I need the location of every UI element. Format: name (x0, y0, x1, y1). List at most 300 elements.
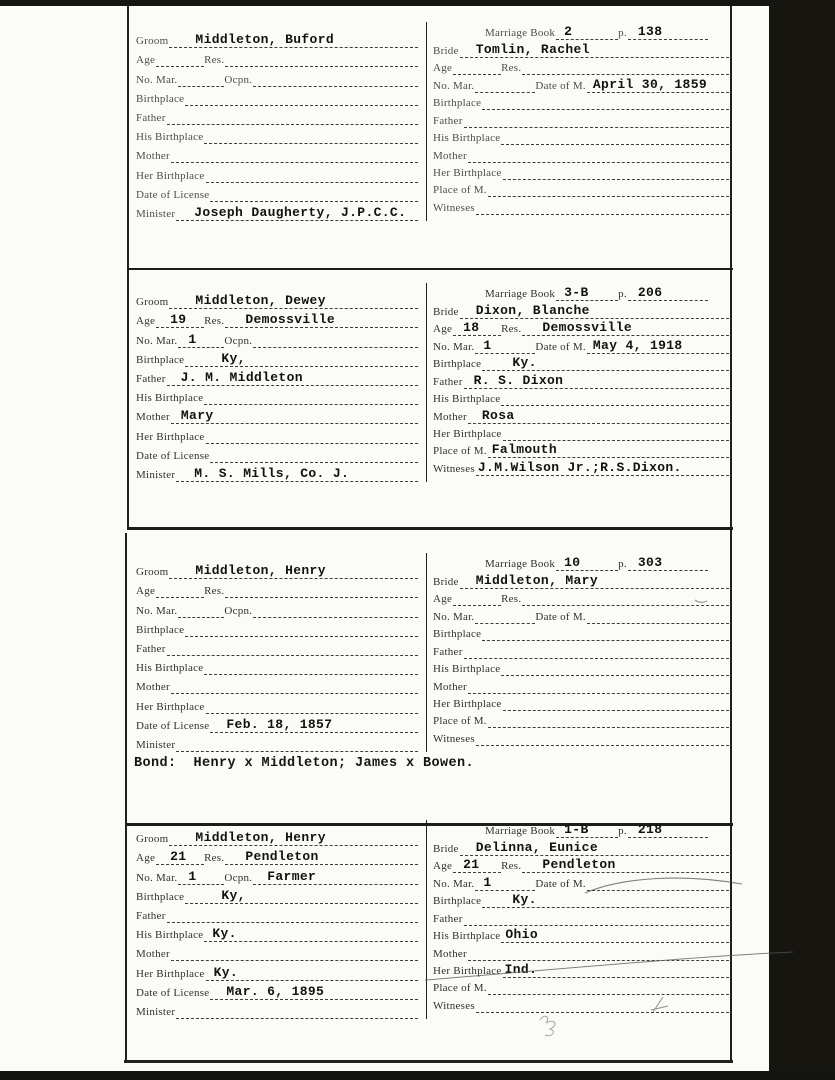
field-value: 1-B (564, 822, 589, 838)
field-line (460, 839, 729, 856)
bride-column (427, 820, 731, 1019)
field-value: J.M.Wilson Jr.;R.S.Dixon. (477, 459, 682, 475)
groom-minister-row (136, 202, 418, 221)
field-line (556, 557, 618, 571)
field-line (468, 407, 729, 424)
field-label: Her Birthplace (433, 166, 502, 179)
field-label: Father (433, 375, 463, 388)
field-line (475, 79, 535, 93)
field-label: Her Birthplace (136, 430, 205, 443)
groom-age-res-row (136, 579, 418, 598)
groom-nomar-ocpn-row (136, 67, 418, 86)
bride-age-res-row (433, 856, 729, 873)
field-line (176, 465, 418, 482)
bride-place-of-m-row (433, 180, 729, 197)
bride-nomar-dateofm-row (433, 75, 729, 92)
field-line (476, 732, 729, 746)
field-value: April 30, 1859 (592, 76, 708, 92)
field-label: Res. (501, 323, 522, 336)
field-line (468, 947, 729, 961)
field-label: Res. (501, 593, 522, 606)
field-label: Birthplace (136, 353, 185, 366)
film-top-edge (0, 0, 780, 6)
field-line (628, 287, 708, 301)
marriage-book-row (433, 284, 729, 301)
field-value: 21 (463, 857, 480, 873)
field-line (178, 73, 224, 87)
field-line (501, 662, 729, 676)
field-line (176, 1005, 418, 1019)
field-label: Witneses (433, 201, 475, 214)
field-line (503, 427, 729, 441)
field-label: Groom (136, 833, 169, 846)
field-label: Date of License (136, 449, 210, 462)
marriage-record-card (130, 553, 731, 771)
field-line (156, 314, 204, 328)
field-label: Her Birthplace (136, 169, 205, 182)
field-line (501, 392, 729, 406)
field-line (556, 26, 618, 40)
groom-mother-row (136, 675, 418, 694)
field-line (460, 302, 729, 319)
groom-date-of-license-row (136, 183, 418, 202)
field-label: Age (433, 593, 453, 606)
field-value: Falmouth (491, 442, 557, 458)
field-line (453, 61, 501, 75)
field-line (210, 716, 418, 733)
field-line (176, 738, 418, 752)
field-value: Joseph Daugherty, J.P.C.C. (194, 204, 407, 220)
groom-minister-row (136, 733, 418, 752)
field-label: Birthplace (136, 890, 185, 903)
bride-father-row (433, 908, 729, 925)
field-label: Age (136, 315, 156, 328)
field-label: Mother (136, 411, 170, 424)
groom-nomar-ocpn-row (136, 598, 418, 617)
bride-mother-row (433, 943, 729, 960)
field-line (171, 410, 418, 424)
field-label: p. (618, 558, 627, 571)
field-label: His Birthplace (433, 930, 501, 943)
field-line (501, 131, 729, 145)
field-label: His Birthplace (433, 132, 501, 145)
field-value: Middleton, Henry (195, 830, 326, 846)
field-line (501, 929, 729, 943)
field-label: Her Birthplace (136, 967, 205, 980)
field-value: Ky. (212, 926, 237, 942)
field-label: Birthplace (433, 628, 482, 641)
field-label: Age (136, 852, 156, 865)
field-line (185, 887, 418, 904)
field-label: Age (433, 323, 453, 336)
field-label: Date of License (136, 719, 210, 732)
groom-mother-row (136, 405, 418, 424)
field-label: Minister (136, 207, 176, 220)
groom-column (130, 283, 427, 482)
marriage-book-row (433, 821, 729, 838)
field-line (225, 314, 418, 328)
field-value: 1 (483, 874, 492, 890)
field-label: Res. (204, 852, 225, 865)
field-label: Mother (433, 410, 467, 423)
field-line (171, 149, 418, 163)
field-line (156, 584, 204, 598)
page-bottom-rule (124, 1060, 733, 1063)
bride-witnesses-row (433, 728, 729, 745)
groom-his-birthplace-row (136, 656, 418, 675)
field-line (225, 584, 418, 598)
field-line (204, 928, 418, 942)
field-label: Her Birthplace (433, 697, 502, 710)
field-label: Res. (204, 315, 225, 328)
field-value: Ky, (221, 887, 246, 903)
field-value: 138 (637, 24, 663, 40)
field-line (460, 572, 729, 589)
field-value: Mary (180, 408, 214, 424)
bride-his-birthplace-row (433, 128, 729, 145)
field-line (206, 964, 418, 981)
field-label: Groom (136, 566, 169, 579)
groom-date-of-license-row (136, 444, 418, 463)
field-label: No. Mar. (136, 334, 178, 347)
field-label: Mother (136, 150, 170, 163)
record-separator (127, 527, 733, 530)
field-label: Father (136, 111, 166, 124)
groom-date-of-license-row (136, 981, 418, 1000)
field-value: Ky. (213, 964, 239, 980)
bride-his-birthplace-row (433, 926, 729, 943)
field-line (225, 851, 418, 865)
field-line (178, 604, 224, 618)
field-line (556, 824, 618, 838)
bride-nomar-dateofm-row (433, 873, 729, 890)
field-label: His Birthplace (433, 393, 501, 406)
field-label: Groom (136, 296, 169, 309)
field-value: Pendleton (542, 857, 616, 873)
field-value: Ky, (221, 350, 246, 366)
field-label: Mother (136, 948, 170, 961)
card-columns (130, 283, 731, 482)
record-separator (127, 268, 733, 270)
field-label: Minister (136, 468, 176, 481)
field-label: Marriage Book (485, 27, 556, 40)
marriage-record-card (130, 283, 731, 482)
field-label: Place of M. (433, 184, 487, 197)
groom-birthplace-row (136, 885, 418, 904)
bride-mother-row (433, 676, 729, 693)
field-line (210, 449, 418, 463)
groom-nomar-ocpn-row (136, 328, 418, 347)
bride-age-res-row (433, 319, 729, 336)
field-label: Mother (433, 947, 467, 960)
field-line (176, 204, 418, 221)
groom-mother-row (136, 144, 418, 163)
groom-column (130, 553, 427, 752)
field-line (482, 357, 729, 371)
field-value: 218 (637, 822, 663, 838)
field-label: Ocpn. (224, 73, 253, 86)
bride-age-res-row (433, 58, 729, 75)
field-label: Her Birthplace (433, 964, 502, 977)
field-line (522, 859, 729, 873)
bride-his-birthplace-row (433, 389, 729, 406)
bride-column (427, 22, 731, 221)
bride-place-of-m-row (433, 711, 729, 728)
field-line (167, 369, 418, 386)
bride-father-row (433, 371, 729, 388)
bride-nomar-dateofm-row (433, 606, 729, 623)
field-label: His Birthplace (136, 392, 204, 405)
field-line (210, 983, 418, 1000)
groom-nomar-ocpn-row (136, 865, 418, 884)
field-label: Date of M. (535, 877, 586, 890)
field-label: Father (433, 114, 463, 127)
field-label: Mother (433, 149, 467, 162)
field-line (167, 111, 418, 125)
field-value: Middleton, Mary (475, 572, 598, 588)
groom-date-of-license-row (136, 714, 418, 733)
field-label: Date of License (136, 986, 210, 999)
bride-name-row (433, 301, 729, 318)
field-line (453, 592, 501, 606)
field-line (206, 169, 418, 183)
field-line (468, 149, 729, 163)
groom-her-birthplace-row (136, 961, 418, 980)
bride-place-of-m-row (433, 978, 729, 995)
field-line (253, 73, 418, 87)
field-label: His Birthplace (136, 662, 204, 675)
field-label: Birthplace (136, 92, 185, 105)
field-line (171, 947, 418, 961)
field-label: Bride (433, 842, 459, 855)
field-line (178, 868, 224, 885)
field-value: 1 (188, 331, 197, 347)
bride-birthplace-row (433, 624, 729, 641)
field-line (587, 76, 729, 93)
field-line (253, 868, 418, 885)
field-value: 1 (188, 868, 197, 884)
field-line (169, 565, 418, 579)
field-label: Age (433, 62, 453, 75)
field-label: Father (136, 909, 166, 922)
bride-age-res-row (433, 589, 729, 606)
field-label: Ocpn. (224, 871, 253, 884)
field-label: Minister (136, 738, 176, 751)
field-line (156, 851, 204, 865)
bride-her-birthplace-row (433, 694, 729, 711)
field-line (185, 623, 418, 637)
field-value: May 4, 1918 (592, 337, 683, 353)
field-line (522, 322, 729, 336)
groom-her-birthplace-row (136, 424, 418, 443)
field-label: His Birthplace (136, 929, 204, 942)
field-label: Date of License (136, 188, 210, 201)
field-label: Father (136, 642, 166, 655)
field-line (475, 337, 535, 354)
field-value: 10 (564, 555, 581, 571)
bride-mother-row (433, 145, 729, 162)
field-line (169, 295, 418, 309)
groom-his-birthplace-row (136, 125, 418, 144)
field-label: Minister (136, 1005, 176, 1018)
groom-name-row (136, 827, 418, 846)
field-label: Groom (136, 35, 169, 48)
field-value: Middleton, Dewey (195, 293, 326, 309)
field-line (475, 874, 535, 891)
field-label: Ocpn. (224, 604, 253, 617)
bride-mother-row (433, 406, 729, 423)
field-value: Mar. 6, 1895 (226, 983, 325, 999)
field-line (169, 34, 418, 48)
field-value: Dixon, Blanche (475, 302, 590, 318)
field-label: Res. (501, 860, 522, 873)
bride-her-birthplace-row (433, 424, 729, 441)
field-value: 21 (170, 849, 187, 865)
groom-his-birthplace-row (136, 923, 418, 942)
field-value: Rosa (481, 407, 515, 423)
field-value: Ky. (512, 355, 537, 371)
field-label: Father (433, 645, 463, 658)
field-label: No. Mar. (433, 877, 475, 890)
field-line (464, 114, 729, 128)
bride-birthplace-row (433, 93, 729, 110)
field-value: Middleton, Buford (195, 32, 334, 48)
field-line (503, 697, 729, 711)
field-line (468, 680, 729, 694)
bride-nomar-dateofm-row (433, 336, 729, 353)
field-label: No. Mar. (136, 73, 178, 86)
field-label: Place of M. (433, 982, 487, 995)
groom-name-row (136, 29, 418, 48)
field-line (475, 610, 535, 624)
groom-column (130, 22, 427, 221)
field-value: Delinna, Eunice (475, 839, 598, 855)
field-value: 2 (564, 24, 573, 40)
field-line (453, 322, 501, 336)
groom-name-row (136, 290, 418, 309)
field-label: Marriage Book (485, 825, 556, 838)
groom-his-birthplace-row (136, 386, 418, 405)
marriage-record-card (130, 820, 731, 1019)
field-line (476, 459, 729, 476)
field-label: Res. (501, 62, 522, 75)
field-line (587, 610, 729, 624)
field-label: Place of M. (433, 445, 487, 458)
field-value: Feb. 18, 1857 (226, 716, 333, 732)
bride-place-of-m-row (433, 441, 729, 458)
field-line (556, 287, 618, 301)
page-left-rule (125, 533, 127, 1061)
bride-name-row (433, 571, 729, 588)
marriage-book-row (433, 23, 729, 40)
field-line (169, 832, 418, 846)
field-line (628, 557, 708, 571)
field-line (204, 661, 418, 675)
groom-birthplace-row (136, 87, 418, 106)
field-label: Witneses (433, 732, 475, 745)
groom-father-row (136, 367, 418, 386)
field-label: Mother (433, 680, 467, 693)
field-label: Date of M. (535, 340, 586, 353)
bride-his-birthplace-row (433, 659, 729, 676)
card-columns (130, 553, 731, 752)
field-line (503, 961, 729, 978)
field-value: 1 (483, 337, 492, 353)
field-line (488, 981, 729, 995)
bride-column (427, 553, 731, 752)
film-right-edge (769, 0, 835, 1080)
groom-her-birthplace-row (136, 694, 418, 713)
groom-name-row (136, 560, 418, 579)
card-columns (130, 820, 731, 1019)
field-line (488, 183, 729, 197)
field-line (178, 331, 224, 348)
bride-her-birthplace-row (433, 961, 729, 978)
field-value: Ohio (505, 927, 538, 943)
bride-witnesses-row (433, 995, 729, 1012)
field-line (167, 642, 418, 656)
field-line (185, 350, 418, 367)
groom-minister-row (136, 1000, 418, 1019)
groom-mother-row (136, 942, 418, 961)
field-line (488, 444, 729, 458)
field-line (628, 824, 708, 838)
field-label: Father (136, 372, 166, 385)
field-line (522, 61, 729, 75)
bride-column (427, 283, 731, 482)
field-line (204, 391, 418, 405)
field-label: No. Mar. (136, 604, 178, 617)
groom-column (130, 820, 427, 1019)
field-line (225, 53, 418, 67)
field-label: No. Mar. (433, 340, 475, 353)
field-label: No. Mar. (433, 79, 475, 92)
field-value: Ind. (504, 961, 538, 977)
field-label: His Birthplace (433, 663, 501, 676)
field-label: Witneses (433, 462, 475, 475)
field-label: Res. (204, 585, 225, 598)
field-line (482, 894, 729, 908)
field-value: Ky. (512, 892, 537, 908)
bride-birthplace-row (433, 891, 729, 908)
marriage-book-row (433, 554, 729, 571)
field-label: Marriage Book (485, 288, 556, 301)
field-line (522, 592, 729, 606)
field-value: Pendleton (245, 849, 319, 865)
groom-birthplace-row (136, 348, 418, 367)
field-label: p. (618, 27, 627, 40)
field-value: J. M. Middleton (180, 369, 303, 385)
field-label: Birthplace (136, 623, 185, 636)
field-value: Farmer (267, 868, 317, 884)
field-label: Birthplace (433, 97, 482, 110)
field-label: Bride (433, 44, 459, 57)
ink-smudge (540, 1016, 555, 1035)
field-label: Marriage Book (485, 558, 556, 571)
field-label: Mother (136, 681, 170, 694)
bride-name-row (433, 40, 729, 57)
marriage-record-card (130, 22, 731, 221)
bride-witnesses-row (433, 197, 729, 214)
field-label: Place of M. (433, 715, 487, 728)
field-label: His Birthplace (136, 131, 204, 144)
field-value: 18 (463, 320, 480, 336)
field-label: Witneses (433, 999, 475, 1012)
bride-witnesses-row (433, 458, 729, 475)
groom-her-birthplace-row (136, 163, 418, 182)
groom-father-row (136, 637, 418, 656)
bride-birthplace-row (433, 354, 729, 371)
